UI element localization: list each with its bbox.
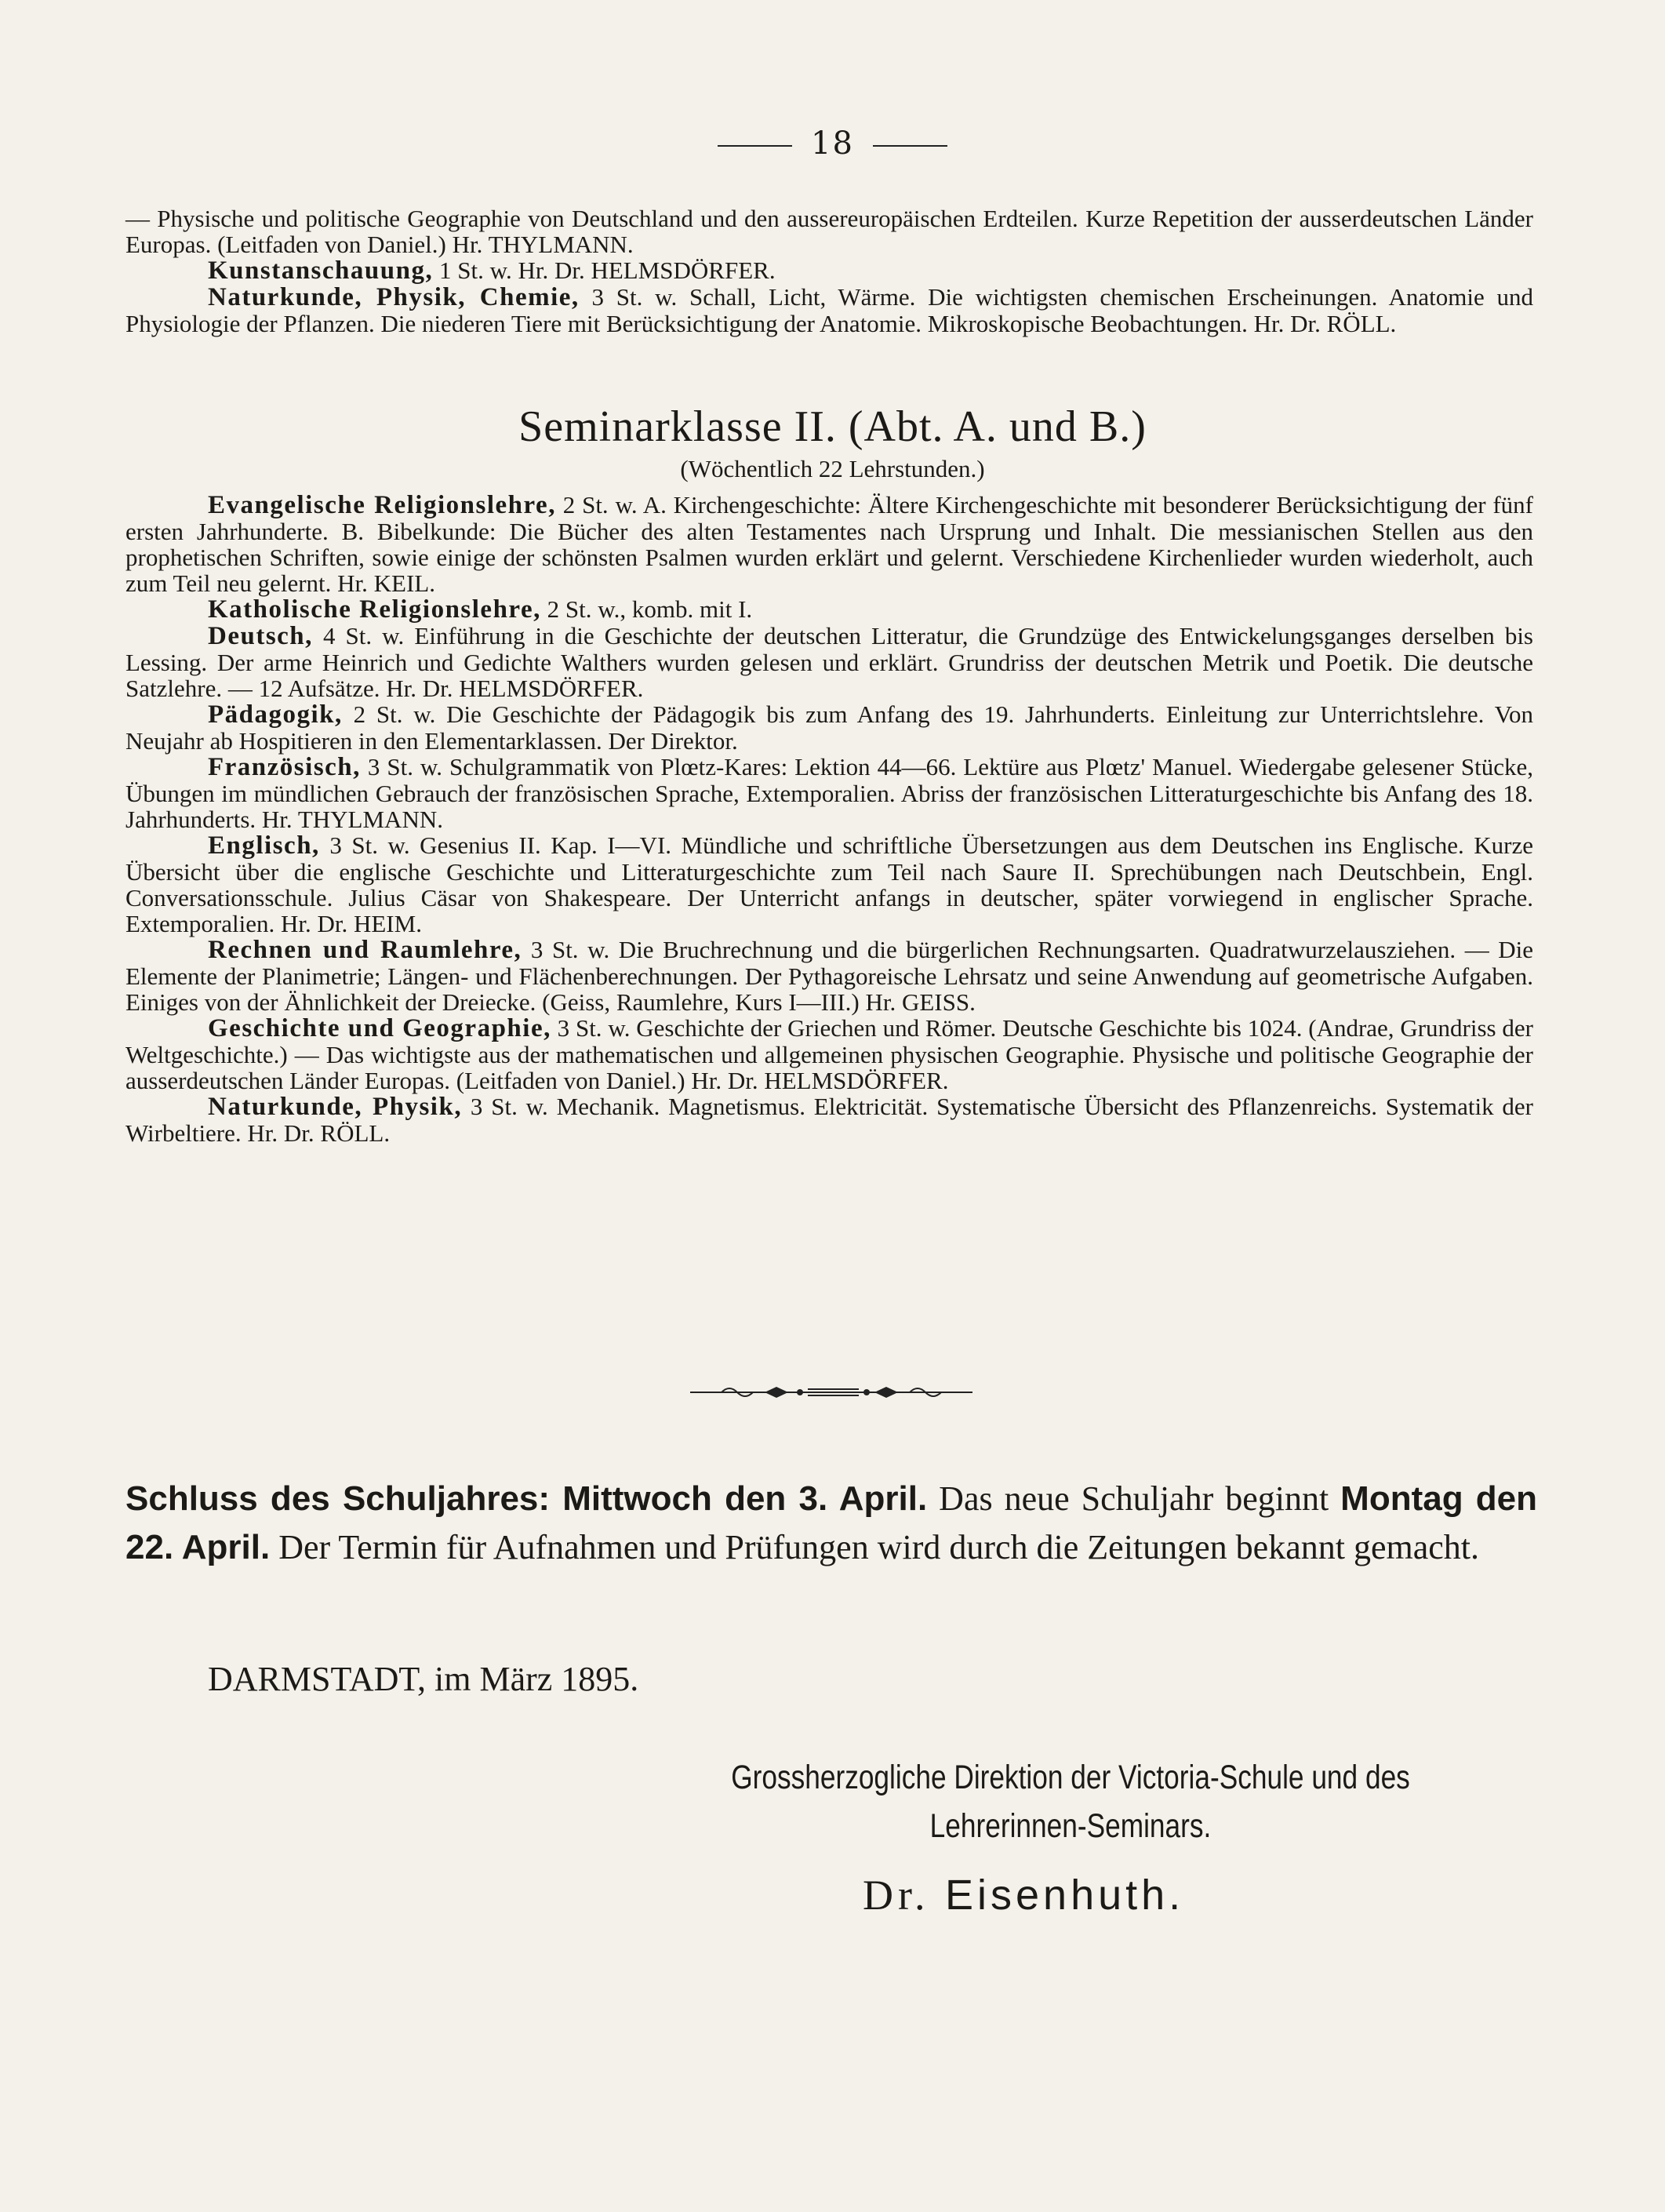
ornament-divider: [690, 1381, 972, 1404]
section-title: Seminarklasse II. (Abt. A. und B.): [518, 402, 1147, 451]
closing-start-date: Montag den 22. April.: [125, 1479, 1537, 1566]
closing-text-b: Der Termin für Aufnahmen und Prüfungen wird durch die Zeitungen bekannt gemacht.: [270, 1528, 1480, 1566]
entry-englisch: Englisch, 3 St. w. Gesenius II. Kap. I—VI. Mündliche und schriftliche Übersetzungen aus dem Deutschen ins Englische. Kurze Übersicht über die englische Geschichte und Litteraturgeschichte zum Teil nach Saure II. Sprechübungen nach Deutschbein, Engl. Conversationsschule. Julius Cäsar von Shakespeare. Der Unterricht anfangs in deutscher, später vorwiegend in englischer Sprache. Extemporalien. Hr. Dr. HEIM.: [125, 831, 1534, 937]
signature: [863, 1871, 1184, 1919]
entry-paedagogik: Pädagogik, 2 St. w. Die Geschichte der Pädagogik bis zum Anfang des 19. Jahrhunderts. Einleitung zur Unterrichtslehre. Von Neujahr ab Hospitieren in den Elementarklassen. Der Direktor.: [125, 700, 1533, 755]
directorate-line-2: Lehrerinnen-Seminars.: [929, 1807, 1212, 1845]
top-paragraph-kunstanschauung: Kunstanschauung, 1 St. w. Hr. Dr. HELMSDÖRFER.: [208, 256, 776, 285]
entry-evangelische-religionslehre: Evangelische Religionslehre, 2 St. w. A. Kirchengeschichte: Ältere Kirchengeschichte mit besonderer Berücksichtigung der fünf ersten Jahrhunderte. B. Bibelkunde: Die Bücher des alten Testamentes nach Ursprung und Inhalt. Die messianischen Stellen aus den prophetischen Schriften, sowie einige der schönsten Psalmen wurden erklärt und gelernt. Verschiedene Kirchenlieder wurden wiederholt, auch zum Teil neu gelernt. Hr. KEIL.: [125, 491, 1533, 597]
page-number-dash-left: [718, 145, 792, 147]
closing-notice: [125, 1475, 1537, 1572]
page-number: [0, 126, 1665, 162]
signature-name: Eisenhuth.: [945, 1872, 1185, 1919]
directorate-line-1: Grossherzogliche Direktion der Victoria-Schule und des: [731, 1759, 1410, 1796]
section-subtitle: (Wöchentlich 22 Lehrstunden.): [680, 455, 985, 482]
top-paragraph-naturkunde: Naturkunde, Physik, Chemie, 3 St. w. Schall, Licht, Wärme. Die wichtigsten chemischen Erscheinungen. Anatomie und Physiologie der Pflanzen. Die niederen Tiere mit Berücksichtigung der Anatomie. Mikroskopische Beobachtungen. Hr. Dr. RÖLL.: [125, 283, 1534, 337]
entry-deutsch: Deutsch, 4 St. w. Einführung in die Geschichte der deutschen Litteratur, die Grundzüge des Entwickelungsganges derselben bis Lessing. Der arme Heinrich und Gedichte Walthers wurden gelesen und erklärt. Grundriss der deutschen Metrik und Poetik. Die deutsche Satzlehre. — 12 Aufsätze. Hr. Dr. HELMSDÖRFER.: [125, 622, 1533, 702]
curriculum-entries: [125, 492, 1533, 1146]
place-date: DARMSTADT, im März 1895.: [208, 1660, 639, 1698]
page-number-text: 18: [811, 126, 854, 162]
closing-text-a: Das neue Schuljahr beginnt: [927, 1479, 1341, 1518]
signature-title: Dr.: [863, 1872, 930, 1919]
entry-geschichte-geographie: Geschichte und Geographie, 3 St. w. Geschichte der Griechen und Römer. Deutsche Geschichte bis 1024. (Andrae, Grundriss der Weltgeschichte.) — Das wichtigste aus der mathematischen und allgemeinen physischen Geographie. Physische und politische Geographie der ausserdeutschen Länder Europas. (Leitfaden von Daniel.) Hr. Dr. HELMSDÖRFER.: [125, 1014, 1533, 1094]
top-paragraph-geography: — Physische und politische Geographie von Deutschland und den aussereuropäischen Erdteilen. Kurze Repetition der ausserdeutschen Länder Europas. (Leitfaden von Daniel.) Hr. THYLMANN.: [125, 205, 1533, 258]
entry-rechnen-raumlehre: Rechnen und Raumlehre, 3 St. w. Die Bruchrechnung und die bürgerlichen Rechnungsarten. Quadratwurzelausziehen. — Die Elemente der Planimetrie; Längen- und Flächenberechnungen. Der Pythagoreische Lehrsatz und seine Anwendung auf geometrische Aufgaben. Einiges von der Ähnlichkeit der Dreiecke. (Geiss, Raumlehre, Kurs I—III.) Hr. GEISS.: [125, 936, 1534, 1016]
directorate: [714, 1753, 1427, 1850]
top-section: [125, 206, 1533, 337]
entry-franzoesisch: Französisch, 3 St. w. Schulgrammatik von Plœtz-Kares: Lektion 44—66. Lektüre aus Plœtz' Manuel. Wiedergabe gelesener Stücke, Übungen im mündlichen Gebrauch der französischen Sprache, Extemporalien. Abriss der französischen Litteraturgeschichte bis Anfang des 18. Jahrhunderts. Hr. THYLMANN.: [125, 753, 1533, 833]
entry-katholische-religionslehre: Katholische Religionslehre, 2 St. w., komb. mit I.: [208, 595, 753, 624]
closing-end-date: Schluss des Schuljahres: Mittwoch den 3. April.: [125, 1479, 928, 1518]
page-number-dash-right: [873, 145, 947, 147]
entry-naturkunde-physik: Naturkunde, Physik, 3 St. w. Mechanik. Magnetismus. Elektricität. Systematische Übersicht des Pflanzenreichs. Systematik der Wirbeltiere. Hr. Dr. RÖLL.: [125, 1093, 1533, 1147]
